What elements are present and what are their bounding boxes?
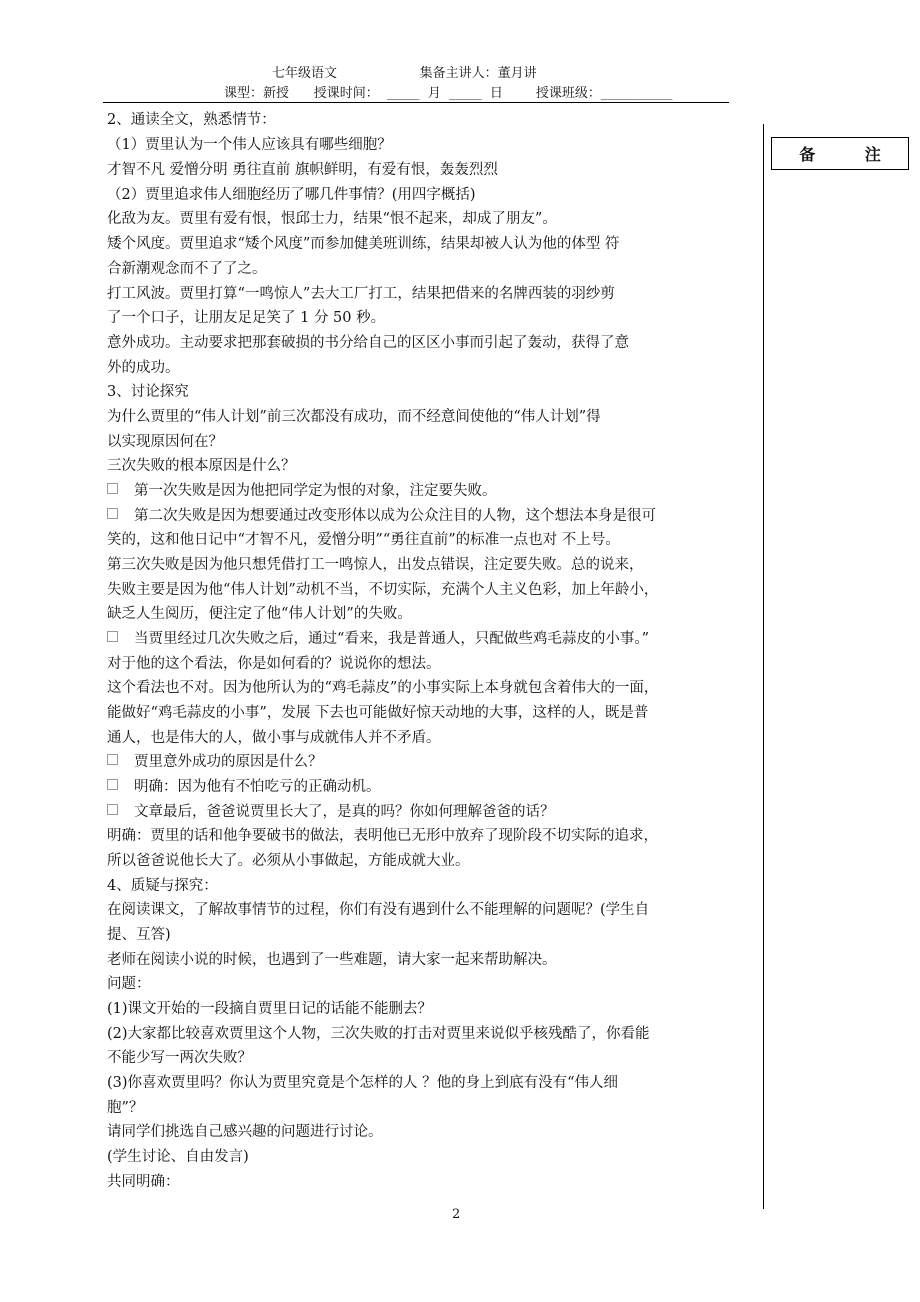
body-line-text: 第二次失败是因为想要通过改变形体以成为公众注目的人物，这个想法本身是很可 <box>134 508 656 524</box>
body-line: 矮个风度。贾里追求“矮个风度”而参加健美班训练，结果却被人认为他的体型 符 <box>107 236 620 252</box>
body-line: 为什么贾里的“伟人计划”前三次都没有成功，而不经意间使他的“伟人计划”得 <box>107 409 601 425</box>
body-line: 对于他的这个看法，你是如何看的？说说你的想法。 <box>107 656 441 672</box>
body-line: 2、通读全文，熟悉情节： <box>107 112 276 128</box>
header-lesson-info-line: 课型：新授 授课时间： _____ 月 _____ 日 授课班级：___________ <box>224 86 673 101</box>
body-line: 请同学们挑选自己感兴趣的问题进行讨论。 <box>107 1124 383 1140</box>
body-line <box>107 752 323 772</box>
body-line: (3)你喜欢贾里吗？你认为贾里究竟是个怎样的人 ？他的身上到底有没有“伟人细 <box>107 1075 619 1091</box>
body-line-text: 贾里意外成功的原因是什么？ <box>134 754 323 770</box>
body-line <box>107 802 555 822</box>
body-line: 共同明确： <box>107 1174 180 1190</box>
body-line: 胞”？ <box>107 1100 144 1116</box>
body-line: 提、互答) <box>107 927 171 943</box>
checkbox-glyph <box>107 483 118 494</box>
body-line: 明确：贾里的话和他争要破书的做法，表明他已无形中放弃了现阶段不切实际的追求， <box>107 828 658 844</box>
body-line: 打工风波。贾里打算“一鸣惊人”去大工厂打工，结果把借来的名牌西装的羽纱剪 <box>107 286 615 302</box>
body-line: 3、讨论探究 <box>107 384 189 400</box>
body-line: 所以爸爸说他长大了。必须从小事做起，方能成就大业。 <box>107 853 470 869</box>
body-line: 能做好“鸡毛蒜皮的小事”，发展 下去也可能做好惊天动地的大事，这样的人，既是普 <box>107 705 649 721</box>
body-line: 问题： <box>107 976 151 992</box>
checkbox-glyph <box>107 508 118 519</box>
body-line: （1）贾里认为一个伟人应该具有哪些细胞？ <box>107 137 392 153</box>
body-line: 缺乏人生阅历，便注定了他“伟人计划”的失败。 <box>107 606 412 622</box>
body-line: 才智不凡 爱憎分明 勇往直前 旗帜鲜明，有爱有恨，轰轰烈烈 <box>107 162 498 178</box>
body-line <box>107 481 497 501</box>
body-line: 这个看法也不对。因为他所认为的“鸡毛蒜皮”的小事实际上本身就包含着伟大的一面， <box>107 680 659 696</box>
body-line: 失败主要是因为他“伟人计划”动机不当，不切实际，充满个人主义色彩，加上年龄小， <box>107 582 659 598</box>
body-line: 合新潮观念而不了了之。 <box>107 261 267 277</box>
body-line: 第三次失败是因为他只想凭借打工一鸣惊人，出发点错误，注定要失败。总的说来， <box>107 557 644 573</box>
checkbox-glyph <box>107 754 118 765</box>
body-line <box>107 506 656 526</box>
body-line: 意外成功。主动要求把那套破损的书分给自己的区区小事而引起了轰动，获得了意 <box>107 335 629 351</box>
body-line: （2）贾里追求伟人细胞经历了哪几件事情？(用四字概括) <box>107 187 476 203</box>
body-line: 不能少写一两次失败？ <box>107 1050 252 1066</box>
notes-column-divider <box>763 124 764 1209</box>
body-line: 4、质疑与探究： <box>107 878 218 894</box>
checkbox-glyph <box>107 779 118 790</box>
body-line-text: 文章最后，爸爸说贾里长大了，是真的吗？你如何理解爸爸的话？ <box>134 804 555 820</box>
body-line: 三次失败的根本原因是什么？ <box>107 458 296 474</box>
body-line <box>107 629 649 649</box>
body-line: (1)课文开始的一段摘自贾里日记的话能不能删去？ <box>107 1001 433 1017</box>
body-line: 外的成功。 <box>107 360 180 376</box>
header-course-line: 七年级语文 集备主讲人：董月讲 <box>272 66 537 81</box>
header-divider <box>103 102 729 103</box>
body-line: 通人，也是伟大的人，做小事与成就伟人并不矛盾。 <box>107 730 441 746</box>
body-line-text: 当贾里经过几次失败之后，通过“看来，我是普通人，只配做些鸡毛蒜皮的小事。” <box>134 631 650 647</box>
body-line-text: 第一次失败是因为他把同学定为恨的对象，注定要失败。 <box>134 483 497 499</box>
body-line: 化敌为友。贾里有爱有恨，恨邱士力，结果“恨不起来，却成了朋友”。 <box>107 211 557 227</box>
body-line: (学生讨论、自由发言) <box>107 1149 249 1165</box>
checkbox-glyph <box>107 804 118 815</box>
notes-label-box <box>771 137 909 170</box>
body-line: 了一个口子，让朋友足足笑了 1 分 50 秒。 <box>107 310 386 326</box>
body-line: (2)大家都比较喜欢贾里这个人物，三次失败的打击对贾里来说似乎核残酷了，你看能 <box>107 1026 650 1042</box>
page-number: 2 <box>452 1207 461 1222</box>
body-line: 在阅读课文，了解故事情节的过程，你们有没有遇到什么不能理解的问题呢？(学生自 <box>107 902 650 918</box>
body-line <box>107 777 381 797</box>
body-line: 笑的，这和他日记中“才智不凡，爱憎分明”“勇往直前”的标准一点也对 不上号。 <box>107 532 620 548</box>
checkbox-glyph <box>107 631 118 642</box>
body-line: 老师在阅读小说的时候，也遇到了一些难题，请大家一起来帮助解决。 <box>107 952 557 968</box>
body-line: 以实现原因何在？ <box>107 434 223 450</box>
body-line-text: 明确：因为他有不怕吃亏的正确动机。 <box>134 779 381 795</box>
notes-label: 备 注 <box>799 145 903 164</box>
